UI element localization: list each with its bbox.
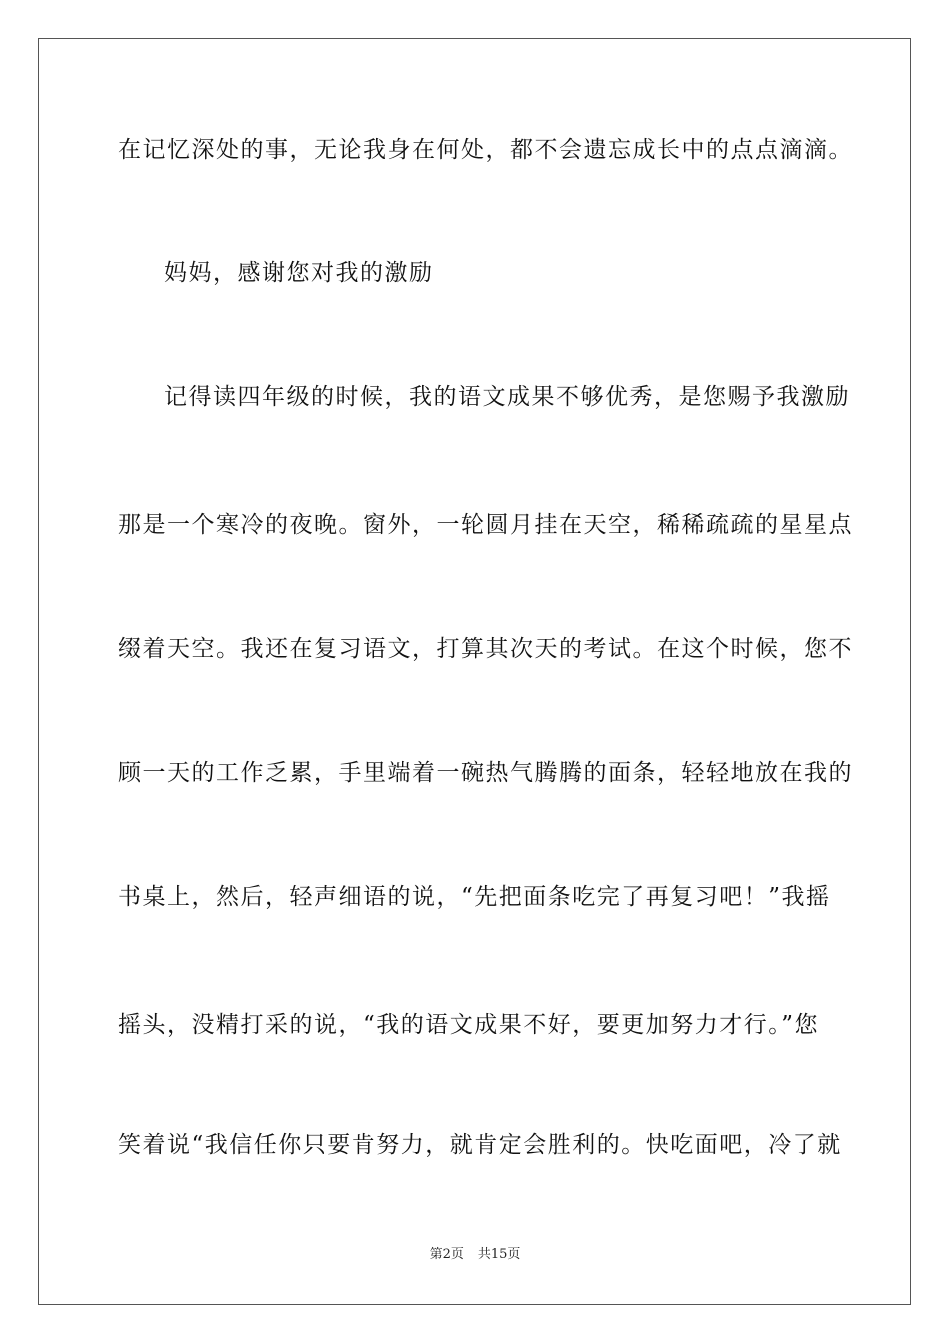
page-total: 共15页 — [477, 1247, 521, 1262]
section-heading: 妈妈，感谢您对我的激励 — [164, 260, 434, 286]
text-line-9: 笑着说“我信任你只要肯努力，就肯定会胜利的。快吃面吧，冷了就 — [118, 1132, 842, 1158]
text-line-3: 记得读四年级的时候，我的语文成果不够优秀，是您赐予我激励 — [164, 384, 850, 410]
page-border — [38, 38, 911, 1305]
text-line-8: 摇头，没精打采的说，“我的语文成果不好，要更加努力才行。”您 — [118, 1012, 820, 1038]
page-number: 第2页 — [429, 1247, 464, 1262]
text-line-5: 缀着天空。我还在复习语文，打算其次天的考试。在这个时候，您不 — [118, 636, 853, 662]
text-line-4: 那是一个寒冷的夜晚。窗外，一轮圆月挂在天空，稀稀疏疏的星星点 — [118, 512, 853, 538]
page-footer — [0, 1246, 950, 1264]
text-line-6: 顾一天的工作乏累，手里端着一碗热气腾腾的面条，轻轻地放在我的 — [118, 760, 853, 786]
text-line-1: 在记忆深处的事，无论我身在何处，都不会遗忘成长中的点点滴滴。 — [118, 137, 853, 163]
text-line-7: 书桌上，然后，轻声细语的说，“先把面条吃完了再复习吧！”我摇 — [118, 884, 831, 910]
